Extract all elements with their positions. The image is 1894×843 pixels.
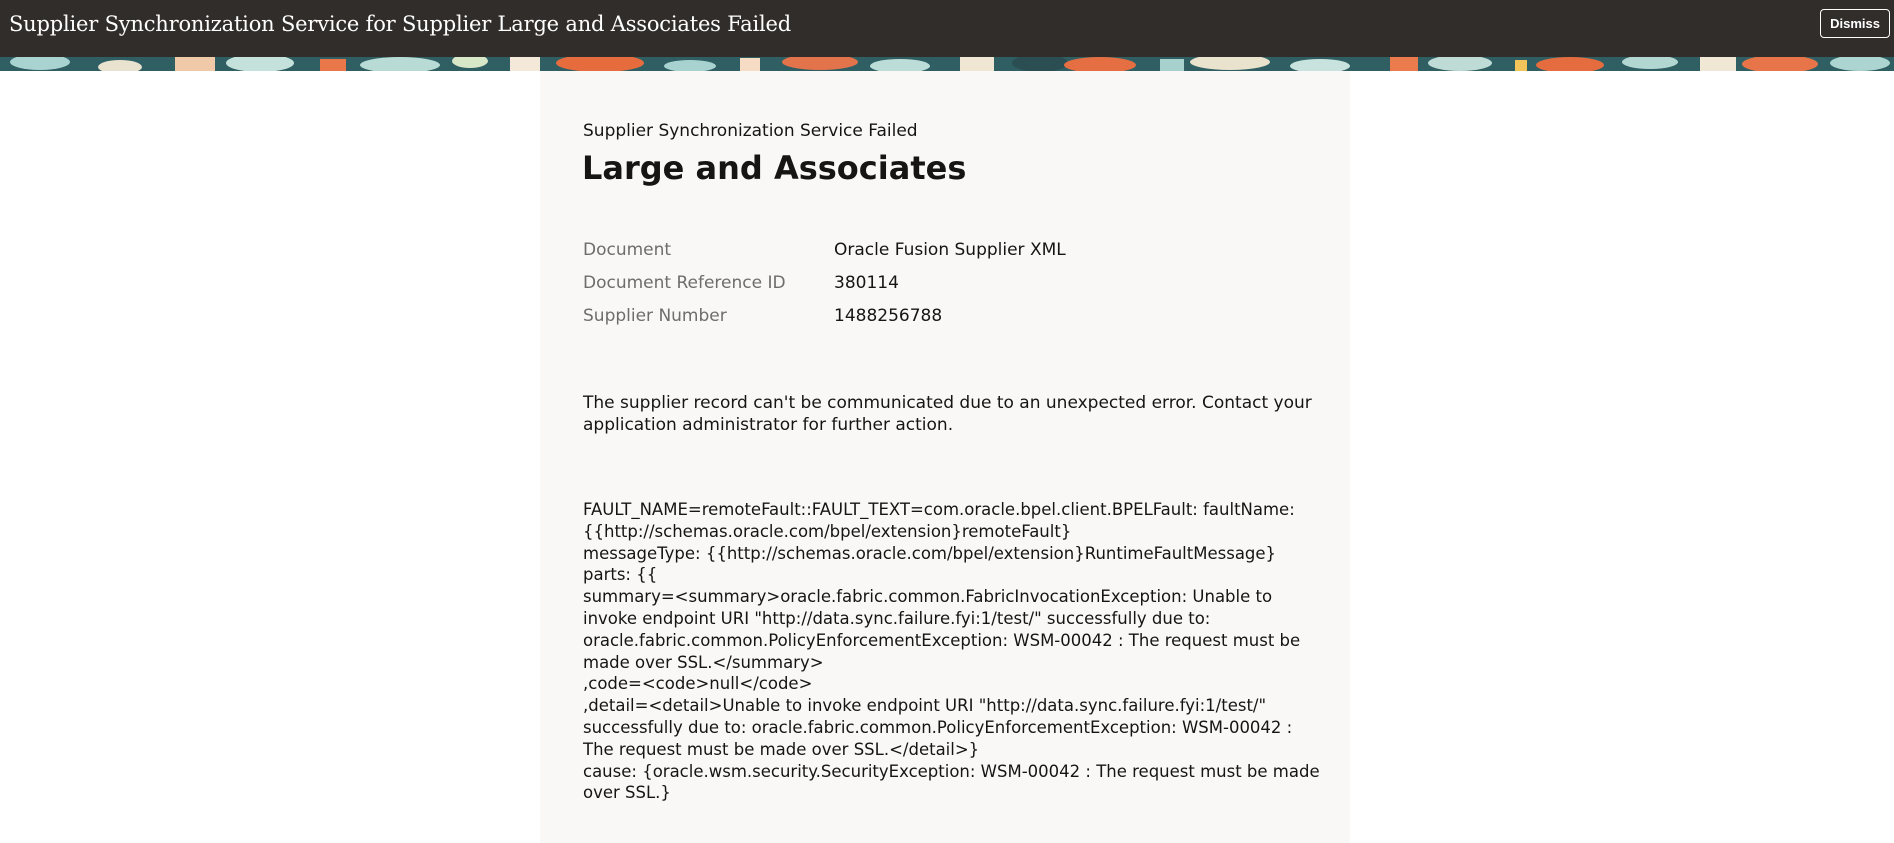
fault-line: summary=<summary>oracle.fabric.common.FabricInvocationException: Unable to bbox=[583, 587, 1273, 607]
fault-line: messageType: {{http://schemas.oracle.com/bpel/extension}RuntimeFaultMessage} bbox=[583, 543, 1277, 563]
fault-line: The request must be made over SSL.</detail>} bbox=[583, 739, 980, 759]
detail-label: Document Reference ID bbox=[583, 273, 786, 293]
fault-line: ,detail=<detail>Unable to invoke endpoint URI "http://data.sync.failure.fyi:1/test/" bbox=[583, 696, 1267, 716]
dismiss-button[interactable]: Dismiss bbox=[1820, 9, 1890, 38]
notification-subtitle: Supplier Synchronization Service Failed bbox=[583, 121, 918, 141]
fault-line: oracle.fabric.common.PolicyEnforcementException: WSM-00042 : The request must be bbox=[583, 630, 1301, 650]
notification-title: Supplier Synchronization Service for Supplier Large and Associates Failed bbox=[9, 12, 791, 36]
detail-value: 1488256788 bbox=[834, 306, 943, 326]
error-message-line: The supplier record can't be communicated due to an unexpected error. Contact your bbox=[583, 393, 1312, 413]
fault-details bbox=[583, 499, 1323, 804]
fault-line: ,code=<code>null</code> bbox=[583, 674, 813, 694]
detail-value: 380114 bbox=[834, 273, 899, 293]
error-message-line: application administrator for further action. bbox=[583, 415, 954, 435]
detail-label: Supplier Number bbox=[583, 306, 727, 326]
fault-line: FAULT_NAME=remoteFault::FAULT_TEXT=com.oracle.bpel.client.BPELFault: faultName: bbox=[583, 500, 1295, 519]
fault-line: invoke endpoint URI "http://data.sync.failure.fyi:1/test/" successfully due to: bbox=[583, 608, 1211, 628]
fault-line: {{http://schemas.oracle.com/bpel/extension}remoteFault} bbox=[583, 521, 1072, 541]
notification-header bbox=[0, 0, 1894, 57]
supplier-name-heading: Large and Associates bbox=[582, 149, 967, 187]
fault-line: successfully due to: oracle.fabric.common.PolicyEnforcementException: WSM-00042 : bbox=[583, 717, 1293, 737]
decorative-banner bbox=[0, 57, 1894, 71]
detail-value: Oracle Fusion Supplier XML bbox=[834, 240, 1066, 260]
error-message bbox=[583, 392, 1323, 436]
fault-line: parts: {{ bbox=[583, 565, 658, 585]
fault-line: over SSL.} bbox=[583, 783, 671, 803]
fault-line: cause: {oracle.wsm.security.SecurityException: WSM-00042 : The request must be made bbox=[583, 761, 1320, 781]
detail-label: Document bbox=[583, 240, 672, 260]
notification-panel bbox=[540, 71, 1350, 843]
fault-line: made over SSL.</summary> bbox=[583, 652, 824, 672]
banner-pattern-image bbox=[0, 57, 1894, 71]
